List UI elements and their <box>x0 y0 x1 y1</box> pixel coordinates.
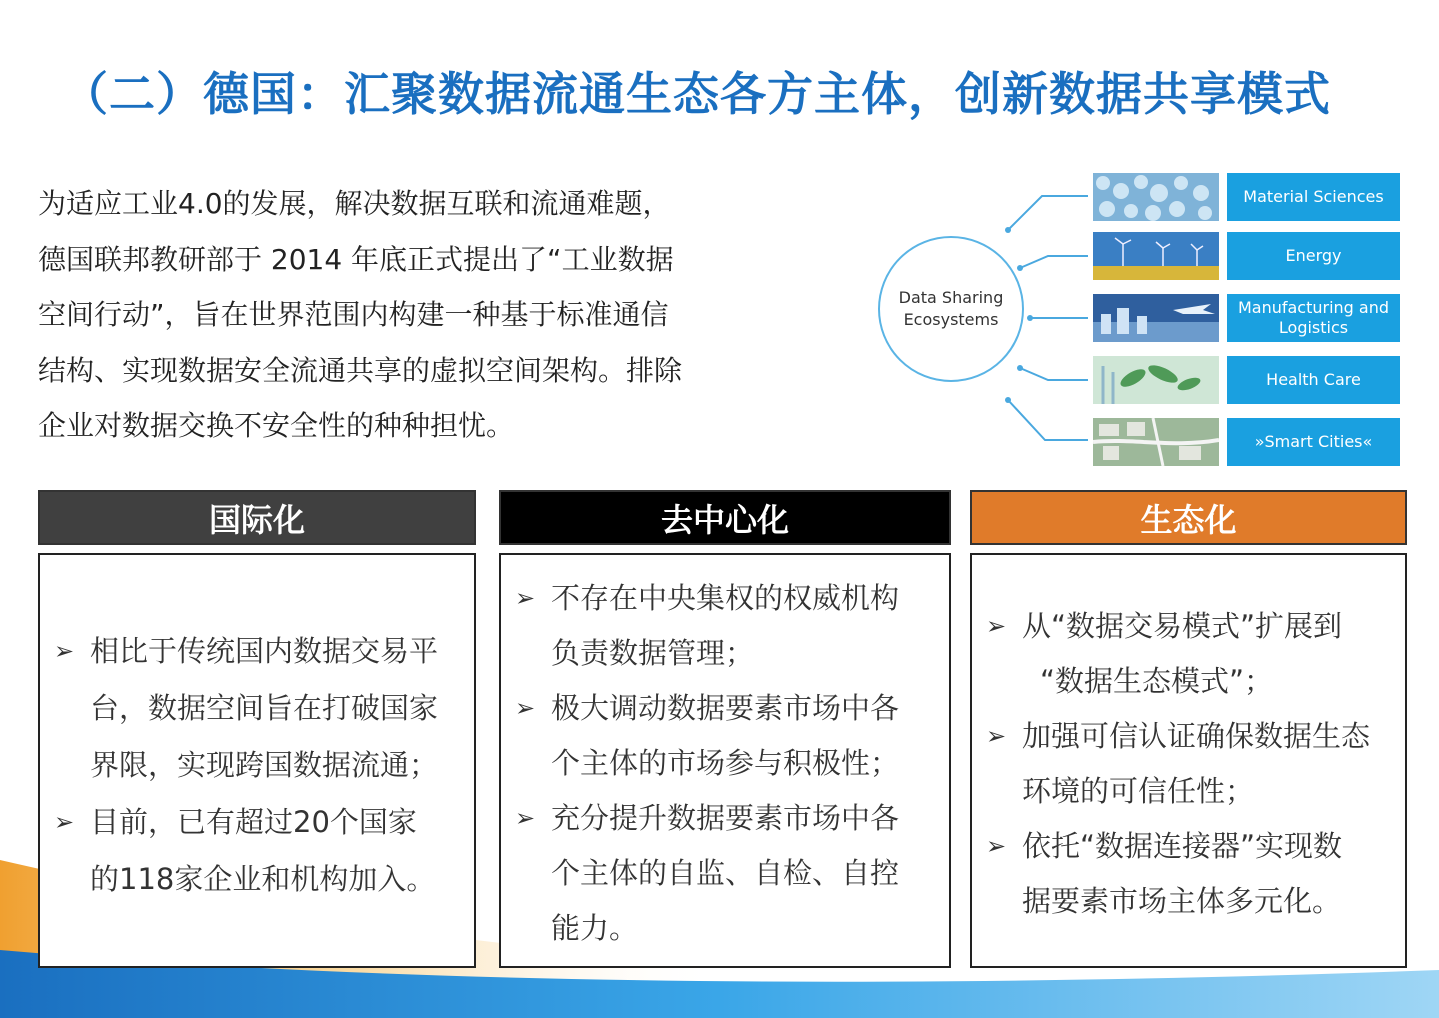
hub-circle <box>878 236 1024 382</box>
sector-material-sciences: Material Sciences <box>1227 173 1400 221</box>
arrow-bullet-icon: ➢ <box>515 804 536 832</box>
wind-turbines-image <box>1093 232 1219 280</box>
list-item: ➢ 从“数据交易模式”扩展到 “数据生态模式”； <box>986 599 1397 709</box>
list-item: ➢ 极大调动数据要素市场中各 个主体的市场参与积极性； <box>515 681 939 791</box>
list-item: ➢ 目前，已有超过20个国家 的118家企业和机构加入。 <box>54 794 464 908</box>
arrow-bullet-icon: ➢ <box>54 808 75 836</box>
column-header-internationalization: 国际化 <box>38 490 476 545</box>
data-sharing-diagram <box>870 168 1410 473</box>
page-title: （二）德国：汇聚数据流通生态各方主体，创新数据共享模式 <box>62 67 1331 121</box>
arrow-bullet-icon: ➢ <box>986 832 1007 860</box>
intro-line: 企业对数据交换不安全性的种种担忧。 <box>38 409 515 442</box>
sector-health-care: Health Care <box>1227 356 1400 404</box>
intro-paragraph <box>38 176 768 454</box>
list-item: ➢ 加强可信认证确保数据生态 环境的可信任性； <box>986 709 1397 819</box>
aerial-city-image <box>1093 418 1219 466</box>
column-body-ecologicalization <box>970 553 1407 968</box>
list-item: ➢ 充分提升数据要素市场中各 个主体的自监、自检、自控 能力。 <box>515 791 939 956</box>
arrow-bullet-icon: ➢ <box>515 694 536 722</box>
hub-label-line1: Data Sharing <box>898 288 1004 307</box>
sector-smart-cities: »Smart Cities« <box>1227 418 1400 466</box>
arrow-bullet-icon: ➢ <box>986 722 1007 750</box>
sector-manufacturing-logistics: Manufacturing and Logistics <box>1227 294 1400 342</box>
arrow-bullet-icon: ➢ <box>986 612 1007 640</box>
list-item: ➢ 依托“数据连接器”实现数 据要素市场主体多元化。 <box>986 819 1397 929</box>
sector-energy: Energy <box>1227 232 1400 280</box>
arrow-bullet-icon: ➢ <box>54 637 75 665</box>
intro-line: 空间行动”，旨在世界范围内构建一种基于标准通信 <box>38 298 669 331</box>
intro-line: 为适应工业4.0的发展，解决数据互联和流通难题， <box>38 187 671 220</box>
arrow-bullet-icon: ➢ <box>515 584 536 612</box>
plants-image <box>1093 356 1219 404</box>
list-item: ➢ 不存在中央集权的权威机构 负责数据管理； <box>515 571 939 681</box>
column-body-decentralization <box>499 553 951 968</box>
column-header-decentralization: 去中心化 <box>499 490 951 545</box>
list-item: ➢ 相比于传统国内数据交易平 台，数据空间旨在打破国家 界限，实现跨国数据流通； <box>54 623 464 794</box>
crystals-image <box>1093 173 1219 221</box>
column-header-ecologicalization: 生态化 <box>970 490 1407 545</box>
intro-line: 德国联邦教研部于 2014 年底正式提出了“工业数据 <box>38 242 674 276</box>
airplane-city-image <box>1093 294 1219 342</box>
intro-line: 结构、实现数据安全流通共享的虚拟空间架构。排除 <box>38 353 683 387</box>
hub-label-line2: Ecosystems <box>903 310 999 329</box>
column-body-internationalization <box>38 553 476 968</box>
